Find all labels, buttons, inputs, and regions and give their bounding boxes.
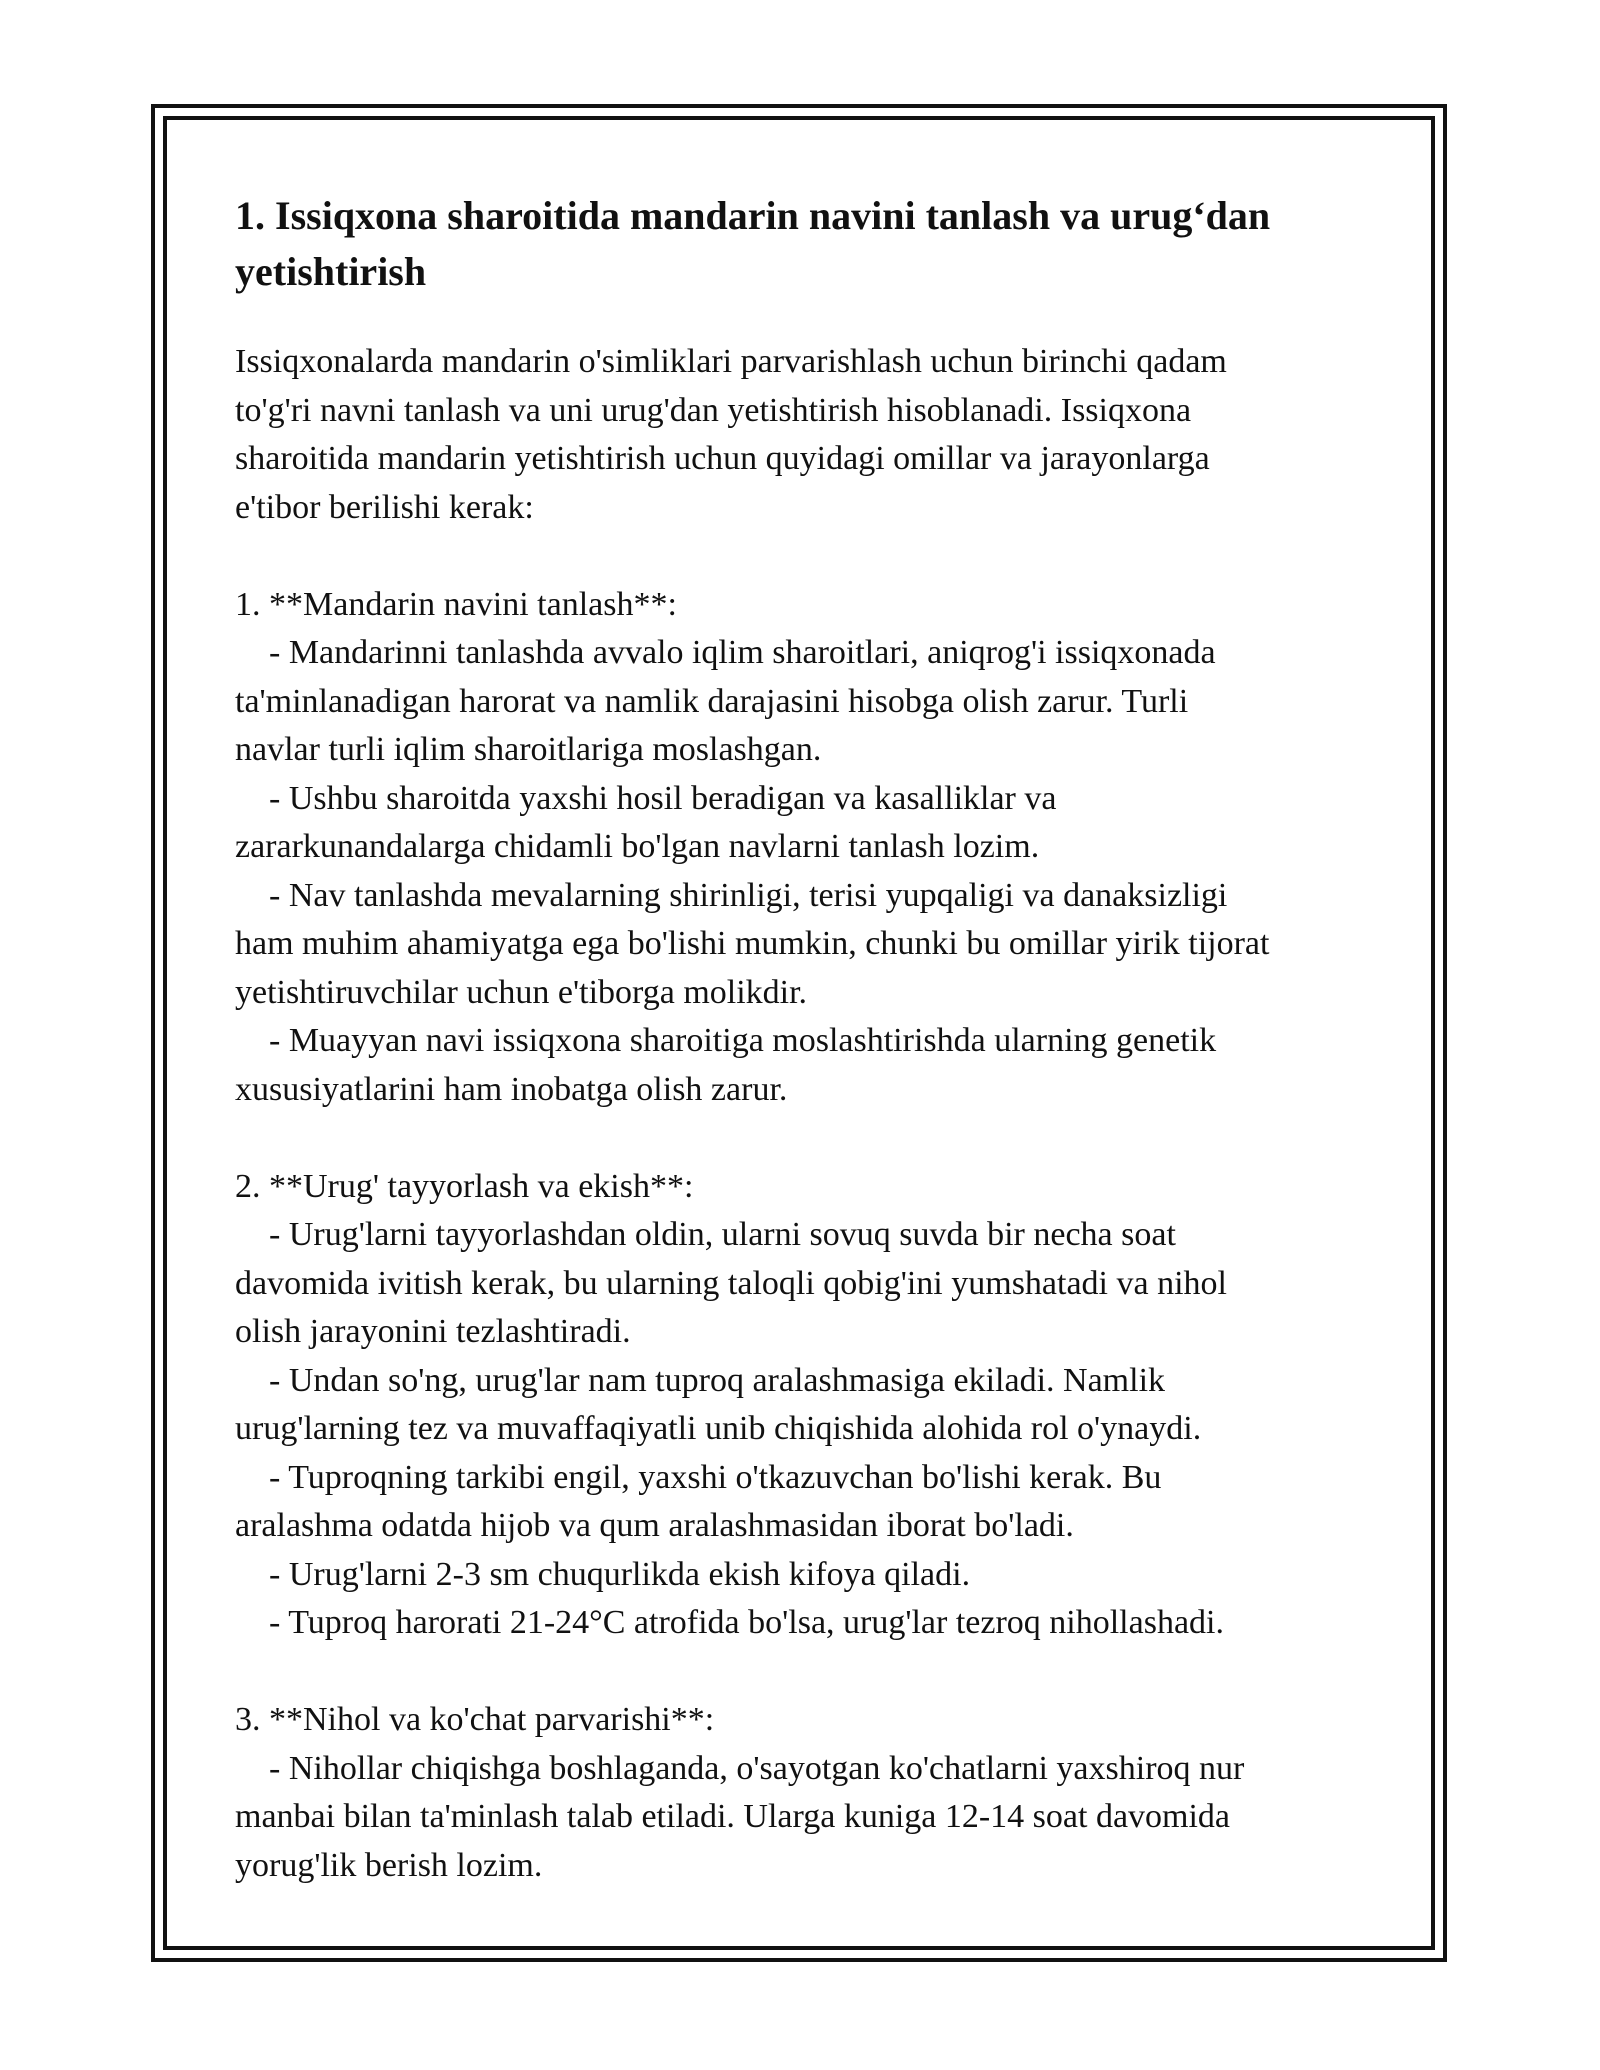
- text-line: sharoitida mandarin yetishtirish uchun quyidagi omillar va jarayonlarga: [235, 440, 1210, 477]
- text-line: e'tibor berilishi kerak:: [235, 488, 534, 526]
- blank-line: [235, 1114, 1365, 1163]
- text-line: yetishtiruvchilar uchun e'tiborga molikdir.: [235, 973, 808, 1011]
- list-heading: 2. **Urug' tayyorlash va ekish**:: [235, 1167, 694, 1205]
- heading-line: yetishtirish: [235, 249, 427, 294]
- text-line: - Nihollar chiqishga boshlaganda, o'sayotgan ko'chatlarni yaxshiroq nur: [235, 1749, 1245, 1787]
- text-line: to'g'ri navni tanlash va uni urug'dan yetishtirish hisoblanadi. Issiqxona: [235, 391, 1192, 429]
- text-line: - Tuproqning tarkibi engil, yaxshi o'tkazuvchan bo'lishi kerak. Bu: [235, 1458, 1162, 1496]
- text-line: - Urug'larni 2-3 sm chuqurlikda ekish kifoya qiladi.: [235, 1555, 971, 1593]
- text-line: aralashma odatda hijob va qum aralashmasidan iborat bo'ladi.: [235, 1507, 1074, 1544]
- text-line: yorug'lik berish lozim.: [235, 1846, 543, 1884]
- heading-line: 1. Issiqxona sharoitida mandarin navini tanlash va urug‘dan: [235, 193, 1271, 238]
- text-line: - Mandarinni tanlashda avvalo iqlim sharoitlari, aniqrog'i issiqxonada: [235, 634, 1216, 671]
- text-line: - Nav tanlashda mevalarning shirinligi, terisi yupqaligi va danaksizligi: [235, 876, 1228, 914]
- intro-paragraph: [235, 338, 1365, 532]
- text-line: ta'minlanadigan harorat va namlik darajasini hisobga olish zarur. Turli: [235, 682, 1189, 720]
- text-line: zararkunandalarga chidamli bo'lgan navlarni tanlash lozim.: [235, 828, 1040, 865]
- text-line: manbai bilan ta'minlash talab etiladi. Ularga kuniga 12-14 soat davomida: [235, 1798, 1231, 1835]
- section-heading: [235, 188, 1365, 300]
- list-heading: 3. **Nihol va ko'chat parvarishi**:: [235, 1701, 715, 1738]
- blank-line: [235, 1648, 1365, 1697]
- text-line: - Ushbu sharoitda yaxshi hosil beradigan va kasalliklar va: [235, 779, 1057, 817]
- text-line: - Urug'larni tayyorlashdan oldin, ularni sovuq suvda bir necha soat: [235, 1216, 1176, 1253]
- text-line: - Muayyan navi issiqxona sharoitiga moslashtirishda ularning genetik: [235, 1022, 1217, 1059]
- text-line: - Tuproq harorati 21-24°C atrofida bo'lsa, urug'lar tezroq nihollashadi.: [235, 1604, 1224, 1641]
- text-line: davomida ivitish kerak, bu ularning taloqli qobig'ini yumshatadi va nihol: [235, 1264, 1227, 1302]
- text-line: olish jarayonini tezlashtiradi.: [235, 1313, 631, 1350]
- text-line: Issiqxonalarda mandarin o'simliklari parvarishlash uchun birinchi qadam: [235, 343, 1227, 380]
- section-2-seed-preparation: [235, 1163, 1365, 1648]
- section-3-seedling-care: [235, 1696, 1365, 1890]
- section-1-variety-selection: [235, 581, 1365, 1115]
- text-line: urug'larning tez va muvaffaqiyatli unib chiqishida alohida rol o'ynaydi.: [235, 1410, 1202, 1447]
- list-heading: 1. **Mandarin navini tanlash**:: [235, 585, 677, 623]
- document-body: [235, 188, 1365, 1890]
- text-line: xususiyatlarini ham inobatga olish zarur.: [235, 1070, 788, 1108]
- text-line: navlar turli iqlim sharoitlariga moslashgan.: [235, 731, 822, 768]
- text-line: - Undan so'ng, urug'lar nam tuproq aralashmasiga ekiladi. Namlik: [235, 1361, 1166, 1399]
- blank-line: [235, 532, 1365, 581]
- text-line: ham muhim ahamiyatga ega bo'lishi mumkin, chunki bu omillar yirik tijorat: [235, 925, 1270, 962]
